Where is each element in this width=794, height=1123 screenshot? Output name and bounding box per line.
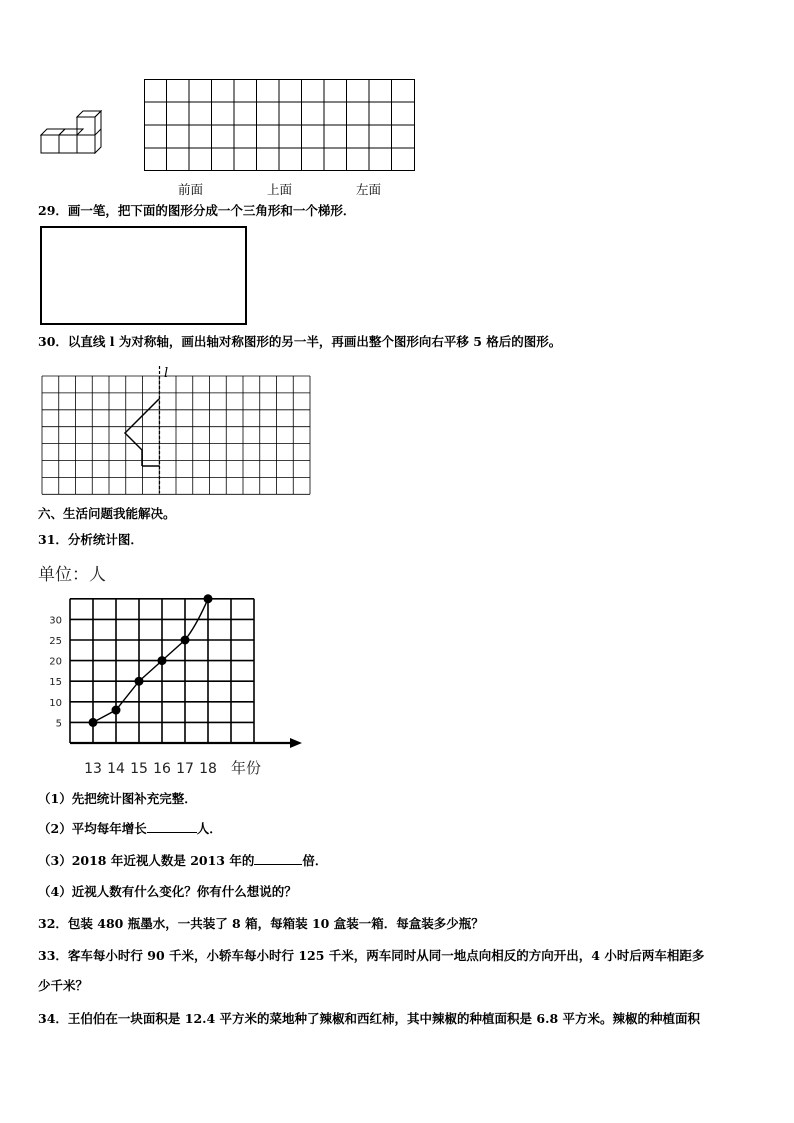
symmetry-grid[interactable] (42, 366, 310, 494)
question-33-line2: 少千米？ (38, 978, 89, 993)
data-point (158, 656, 167, 665)
q31-sub2 (38, 821, 222, 837)
q31-sub2-after: 人． (196, 821, 222, 836)
data-point (181, 636, 190, 645)
y-tick-label: 20 (49, 656, 62, 668)
y-tick-label: 25 (49, 636, 62, 647)
q31-sub2-before: （2）平均每年增长 (38, 821, 147, 836)
data-point (89, 718, 98, 727)
q31-sub3 (38, 853, 327, 869)
view-drawing-grid[interactable] (144, 79, 416, 172)
x-tick-label: 16 (153, 761, 171, 777)
chart-unit-label: 单位：人 (38, 565, 106, 585)
y-tick-label: 15 (49, 677, 62, 689)
data-point (204, 594, 213, 603)
x-tick-label: 15 (130, 761, 148, 777)
half-figure (125, 399, 159, 466)
y-tick-label: 30 (49, 615, 62, 627)
question-31: 31．分析统计图． (38, 532, 143, 547)
question-32: 32．包装 480 瓶墨水，一共装了 8 箱，每箱装 10 盒装一箱．每盒装多少瓶？ (38, 916, 484, 931)
y-tick-label: 10 (49, 697, 62, 709)
data-point (112, 706, 121, 715)
question-30: 30．以直线 l 为对称轴，画出轴对称图形的另一半，再画出整个图形向右平移 5 格后的图形。 (38, 334, 562, 349)
view-label-top: 上面 (267, 182, 293, 197)
question-34: 34．王伯伯在一块面积是 12.4 平方米的菜地种了辣椒和西红柿，其中辣椒的种植面积是 6.8 平方米。辣椒的种植面积 (38, 1011, 700, 1026)
x-axis-arrow (290, 738, 302, 748)
answer-blank-3[interactable] (254, 864, 302, 865)
line-chart (30, 590, 310, 790)
view-label-front: 前面 (178, 182, 204, 197)
q31-sub4: （4）近视人数有什么变化？你有什么想说的？ (38, 884, 297, 899)
rectangle-figure[interactable] (40, 226, 247, 325)
q31-sub1: （1）先把统计图补充完整． (38, 791, 197, 806)
x-tick-label: 13 (84, 761, 102, 777)
answer-blank-2[interactable] (147, 832, 197, 833)
data-point (135, 677, 144, 686)
x-axis-label: 年份 (230, 759, 262, 777)
view-label-left: 左面 (356, 182, 382, 197)
question-33-line1: 33．客车每小时行 90 千米，小轿车每小时行 125 千米，两车同时从同一地点向相反的方向开出，4 小时后两车相距多 (38, 948, 705, 963)
section-6-title: 六、生活问题我能解决。 (38, 506, 176, 521)
cube-stack-figure (38, 105, 108, 157)
question-29: 29．画一笔，把下面的图形分成一个三角形和一个梯形． (38, 203, 356, 218)
x-tick-label: 14 (107, 761, 125, 777)
x-tick-label: 17 (176, 761, 194, 777)
x-tick-label: 18 (199, 761, 217, 777)
axis-label-l: l (164, 366, 169, 381)
q31-sub3-after: 倍． (302, 853, 328, 868)
q31-sub3-before: （3）2018 年近视人数是 2013 年的 (38, 853, 255, 868)
y-tick-label: 5 (55, 718, 62, 730)
